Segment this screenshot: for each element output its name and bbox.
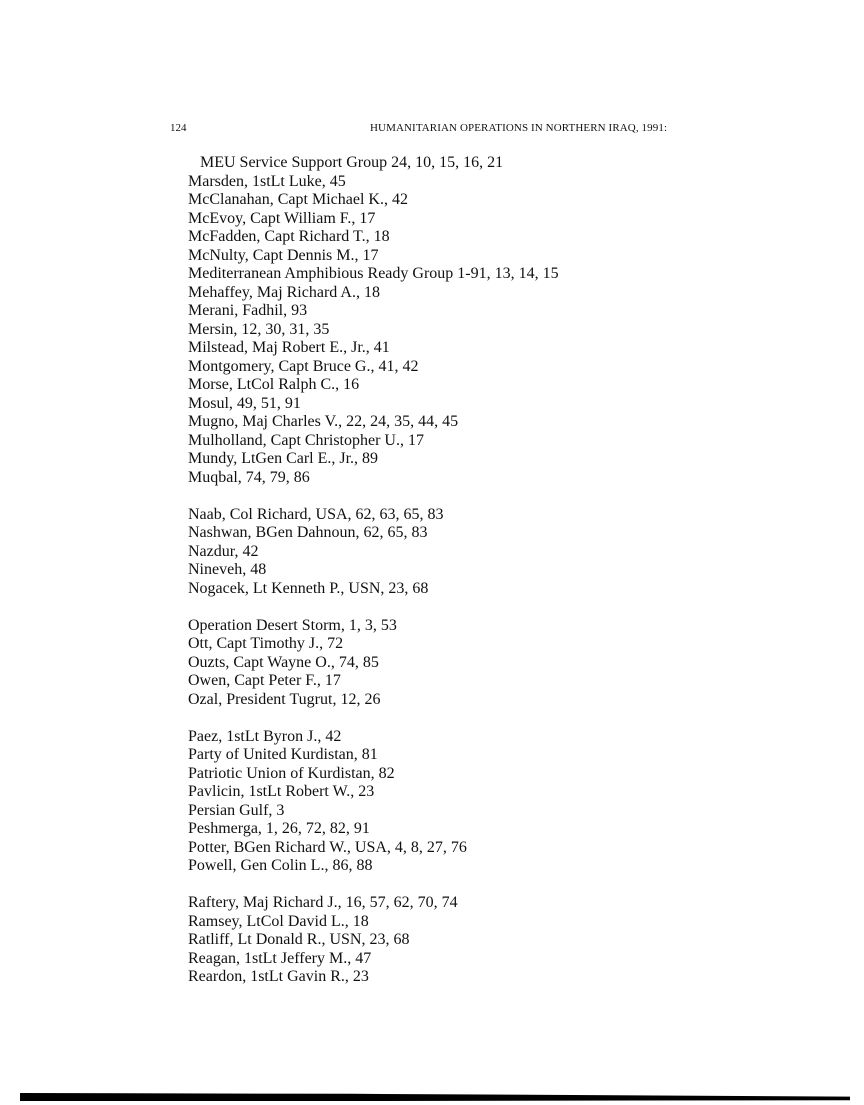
index-entry: McEvoy, Capt William F., 17	[188, 209, 376, 227]
index-entry: Reagan, 1stLt Jeffery M., 47	[188, 949, 372, 967]
bottom-rule	[20, 1093, 850, 1101]
index-entry: Mersin, 12, 30, 31, 35	[188, 320, 330, 338]
index-entry: Marsden, 1stLt Luke, 45	[188, 172, 346, 190]
index-entry: Milstead, Maj Robert E., Jr., 41	[188, 339, 390, 356]
index-entry: Ott, Capt Timothy J., 72	[188, 635, 344, 652]
index-entry: Peshmerga, 1, 26, 72, 82, 91	[188, 820, 370, 837]
index-entry: Potter, BGen Richard W., USA, 4, 8, 27, 76	[188, 838, 467, 856]
index-entry: Naab, Col Richard, USA, 62, 63, 65, 83	[188, 505, 444, 523]
index-entry: Owen, Capt Peter F., 17	[188, 672, 341, 689]
index-entry: Merani, Fadhil, 93	[188, 302, 308, 319]
index-entry: Paez, 1stLt Byron J., 42	[188, 727, 342, 745]
index-group	[188, 728, 559, 876]
index-entry: Ratliff, Lt Donald R., USN, 23, 68	[188, 931, 410, 948]
index-entry: Nazdur, 42	[188, 542, 259, 560]
page-number: 124	[170, 122, 187, 134]
index-entry: Mugno, Maj Charles V., 22, 24, 35, 44, 45	[188, 413, 459, 430]
index-entry: McFadden, Capt Richard T., 18	[188, 228, 390, 245]
index-entry: Muqbal, 74, 79, 86	[188, 468, 310, 486]
index-entry: MEU Service Support Group 24, 10, 15, 16, 21	[200, 154, 504, 171]
index-entry: Ouzts, Capt Wayne O., 74, 85	[188, 653, 379, 671]
index-group	[188, 506, 559, 599]
index-entry: Mehaffey, Maj Richard A., 18	[188, 283, 380, 301]
index-entry: Patriotic Union of Kurdistan, 82	[188, 764, 395, 782]
index-group	[188, 617, 559, 710]
index-entry: Reardon, 1stLt Gavin R., 23	[188, 968, 369, 985]
index-entry: Nashwan, BGen Dahnoun, 62, 65, 83	[188, 524, 428, 541]
index-entry: Ramsey, LtCol David L., 18	[188, 912, 369, 930]
running-title: HUMANITARIAN OPERATIONS IN NORTHERN IRAQ, 1991:	[370, 122, 668, 134]
index-entry: Nogacek, Lt Kenneth P., USN, 23, 68	[188, 579, 429, 597]
index-entry: McClanahan, Capt Michael K., 42	[188, 191, 408, 208]
index-entry: Mulholland, Capt Christopher U., 17	[188, 431, 424, 449]
index-entry: Morse, LtCol Ralph C., 16	[188, 376, 360, 393]
index-entry: Ozal, President Tugrut, 12, 26	[188, 690, 381, 708]
index-entry: Montgomery, Capt Bruce G., 41, 42	[188, 357, 419, 375]
index-entry: Operation Desert Storm, 1, 3, 53	[188, 616, 397, 634]
index-entry: Raftery, Maj Richard J., 16, 57, 62, 70, 74	[188, 894, 458, 911]
index-group	[188, 154, 559, 487]
index-entry: Persian Gulf, 3	[188, 801, 285, 819]
index-group	[188, 894, 559, 987]
index-entry: Mosul, 49, 51, 91	[188, 394, 301, 412]
index-entry: Powell, Gen Colin L., 86, 88	[188, 857, 373, 874]
index-list	[188, 154, 559, 1005]
index-entry: Nineveh, 48	[188, 561, 267, 578]
index-entry: Pavlicin, 1stLt Robert W., 23	[188, 783, 375, 800]
index-entry: Party of United Kurdistan, 81	[188, 746, 378, 763]
index-entry: Mundy, LtGen Carl E., Jr., 89	[188, 450, 379, 467]
index-entry: McNulty, Capt Dennis M., 17	[188, 246, 379, 264]
index-entry: Mediterranean Amphibious Ready Group 1-91, 13, 14, 15	[188, 265, 559, 282]
